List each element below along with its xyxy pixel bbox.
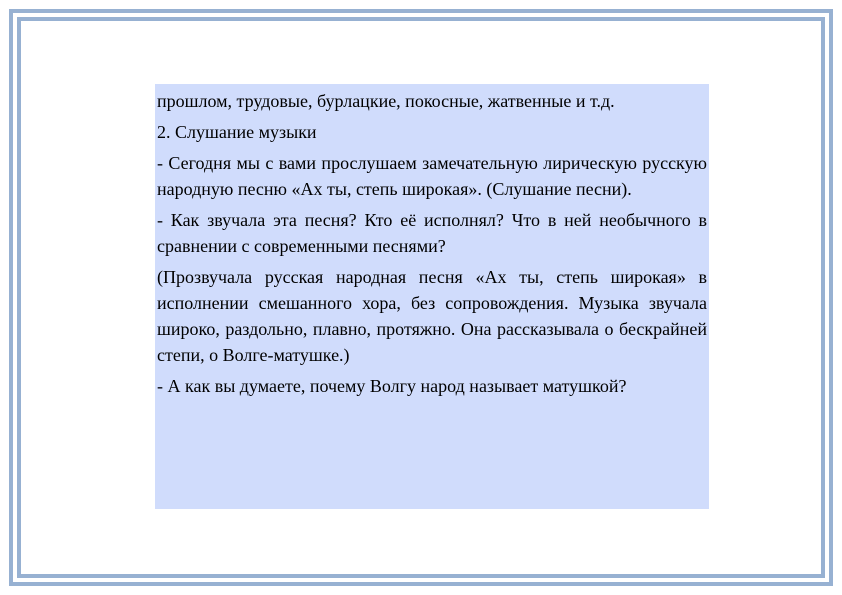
paragraph-today-listen: - Сегодня мы с вами прослушаем замечательную лирическую русскую народную песню «Ах ты, степь широкая». (Слушание песни). [157, 153, 707, 199]
section-heading-listening: 2. Слушание музыки [157, 122, 317, 142]
paragraph-questions: - Как звучала эта песня? Кто её исполнял? Что в ней необычного в сравнении с современными песнями? [157, 210, 707, 256]
paragraph-song-description: (Прозвучала русская народная песня «Ах ты, степь широкая» в исполнении смешанного хора, без сопровождения. Музыка звучала широко, раздольно, плавно, протяжно. Она рассказывала о бескрайней степи, о Волге-матушке.) [157, 267, 707, 365]
paragraph-work-songs: прошлом, трудовые, бурлацкие, покосные, жатвенные и т.д. [157, 91, 615, 111]
paragraph-volga-question: - А как вы думаете, почему Волгу народ называет матушкой? [157, 376, 627, 396]
lesson-text-box [155, 84, 709, 509]
